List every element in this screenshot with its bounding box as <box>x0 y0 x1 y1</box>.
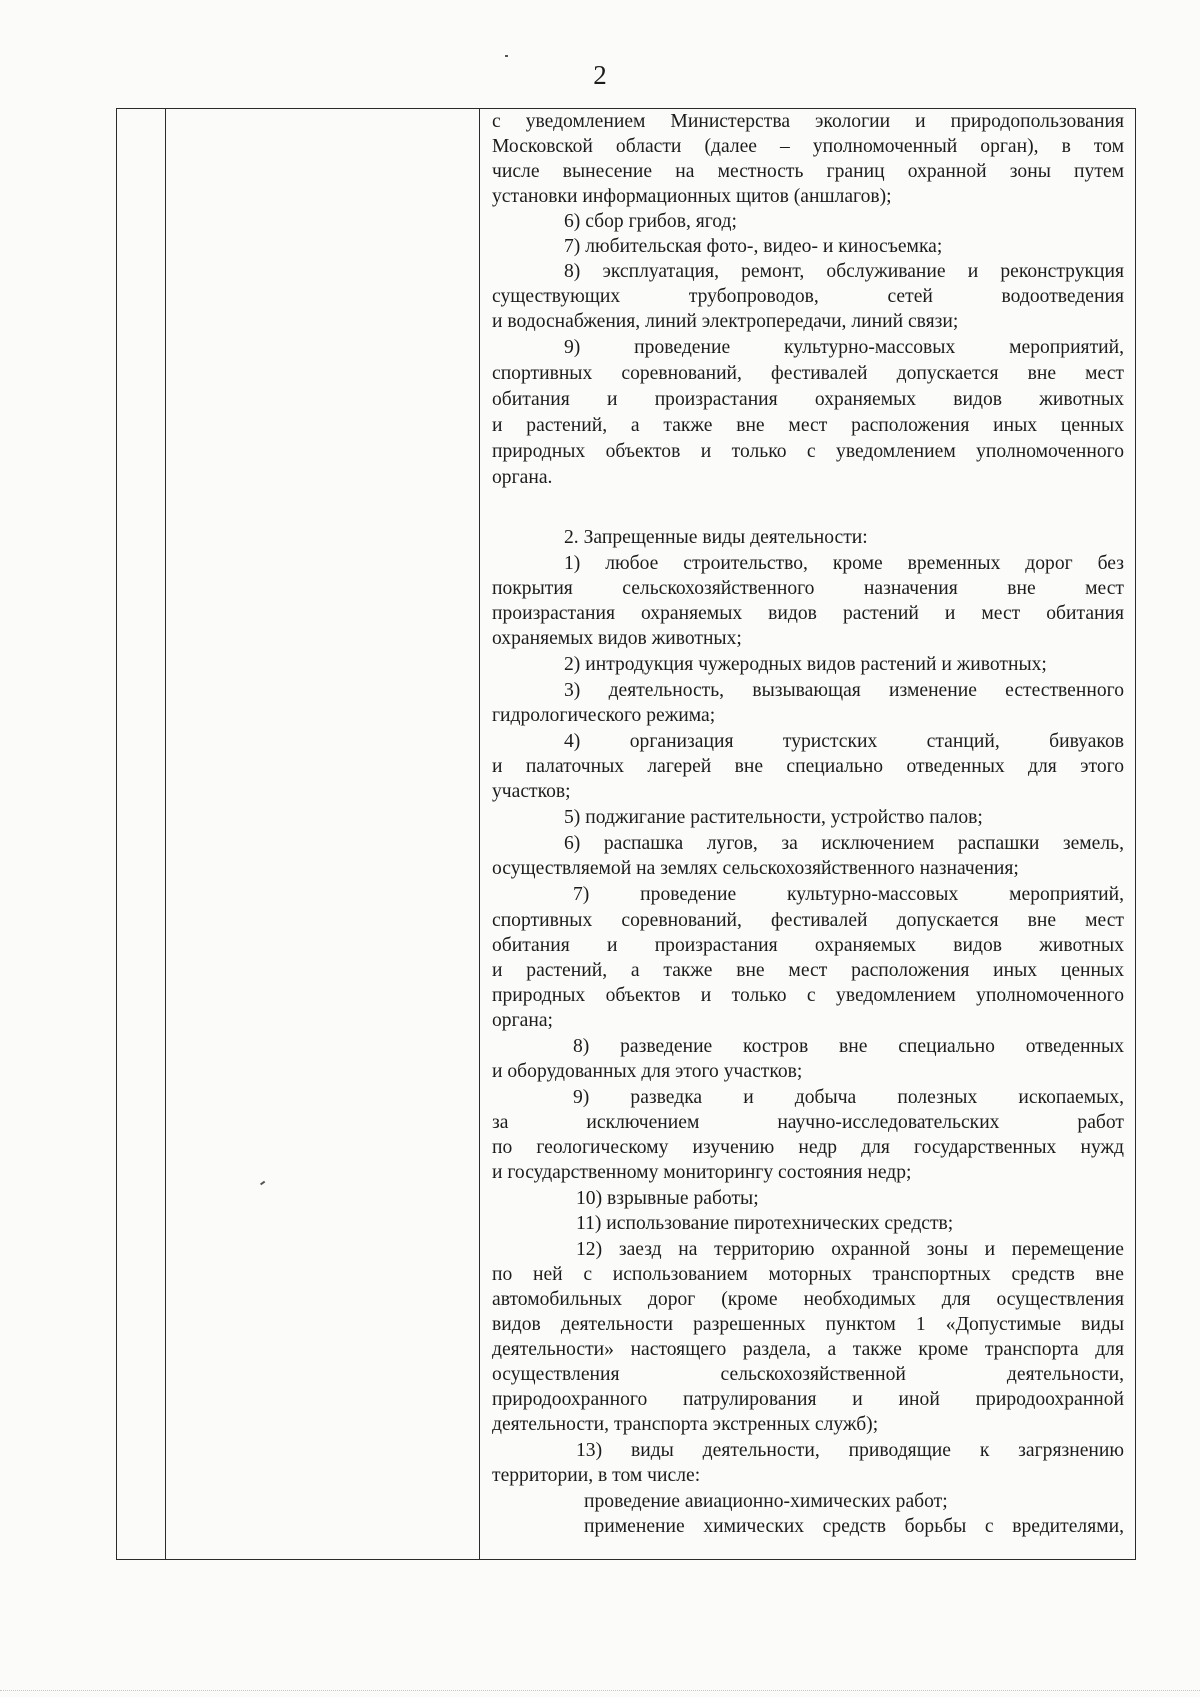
text-line: гидрологического режима; <box>492 705 716 726</box>
text-line: и палаточных лагерей вне специально отведенных для этого <box>492 756 1124 777</box>
text-line: и растений, а также вне мест расположения иных ценных <box>492 415 1124 436</box>
text-line: покрытия сельскохозяйственного назначения вне мест <box>492 578 1124 599</box>
text-line: по геологическому изучению недр для государственных нужд <box>492 1137 1124 1158</box>
text-line: 7) проведение культурно-массовых мероприятий, <box>573 884 1124 905</box>
text-line: 3) деятельность, вызывающая изменение естественного <box>564 680 1124 701</box>
text-line: 6) распашка лугов, за исключением распашки земель, <box>564 833 1124 854</box>
text-line: осуществляемой на землях сельскохозяйственного назначения; <box>492 858 1019 879</box>
text-line: с уведомлением Министерства экологии и природопользования <box>492 111 1124 132</box>
text-line: спортивных соревнований, фестивалей допускается вне мест <box>492 363 1124 384</box>
page-number: 2 <box>593 60 607 90</box>
text-line: территории, в том числе: <box>492 1465 701 1486</box>
text-line: автомобильных дорог (кроме необходимых для осуществления <box>492 1289 1124 1310</box>
text-line: природных объектов и только с уведомлением уполномоченного <box>492 441 1124 462</box>
section-heading: 2. Запрещенные виды деятельности: <box>564 527 868 548</box>
text-line: природоохранного патрулирования и иной природоохранной <box>492 1389 1124 1410</box>
document-table <box>116 108 1136 1560</box>
column-divider-1 <box>165 109 166 1559</box>
text-line: 11) использование пиротехнических средств; <box>576 1213 954 1234</box>
text-line: и растений, а также вне мест расположения иных ценных <box>492 960 1124 981</box>
text-line: 13) виды деятельности, приводящие к загрязнению <box>576 1440 1124 1461</box>
text-line: 6) сбор грибов, ягод; <box>564 211 737 232</box>
text-line: спортивных соревнований, фестивалей допускается вне мест <box>492 910 1124 931</box>
text-line: органа. <box>492 467 553 488</box>
text-line: существующих трубопроводов, сетей водоотведения <box>492 286 1124 307</box>
text-line: деятельности» настоящего раздела, а также кроме транспорта для <box>492 1339 1124 1360</box>
text-line: 1) любое строительство, кроме временных дорог без <box>564 553 1124 574</box>
text-line: 8) эксплуатация, ремонт, обслуживание и реконструкция <box>564 261 1124 282</box>
text-line: участков; <box>492 781 571 802</box>
text-line: по ней с использованием моторных транспортных средств вне <box>492 1264 1124 1285</box>
text-line: осуществления сельскохозяйственной деятельности, <box>492 1364 1124 1385</box>
text-line: и государственному мониторингу состояния недр; <box>492 1162 912 1183</box>
text-line: 12) заезд на территорию охранной зоны и перемещение <box>576 1239 1124 1260</box>
text-line: произрастания охраняемых видов растений и мест обитания <box>492 603 1124 624</box>
text-line: Московской области (далее – уполномоченный орган), в том <box>492 136 1124 157</box>
text-line: проведение авиационно-химических работ; <box>584 1491 948 1512</box>
text-line: за исключением научно-исследовательских работ <box>492 1112 1124 1133</box>
scan-speck <box>505 55 508 57</box>
text-line: 2) интродукция чужеродных видов растений и животных; <box>564 654 1047 675</box>
text-line: применение химических средств борьбы с вредителями, <box>584 1516 1124 1537</box>
text-line: обитания и произрастания охраняемых видов животных <box>492 935 1124 956</box>
text-line: 9) разведка и добыча полезных ископаемых, <box>573 1087 1124 1108</box>
text-line: и водоснабжения, линий электропередачи, линий связи; <box>492 311 959 332</box>
text-line: 7) любительская фото-, видео- и киносъемка; <box>564 236 943 257</box>
scan-edge-noise <box>0 1690 1200 1693</box>
column-divider-2 <box>479 109 480 1559</box>
text-line: видов деятельности разрешенных пунктом 1 «Допустимые виды <box>492 1314 1124 1335</box>
text-line: 4) организация туристских станций, бивуаков <box>564 731 1124 752</box>
text-line: 8) разведение костров вне специально отведенных <box>573 1036 1124 1057</box>
text-line: и оборудованных для этого участков; <box>492 1061 803 1082</box>
text-line: органа; <box>492 1010 553 1031</box>
text-line: 5) поджигание растительности, устройство палов; <box>564 807 983 828</box>
text-line: установки информационных щитов (аншлагов); <box>492 186 892 207</box>
text-line: 10) взрывные работы; <box>576 1188 759 1209</box>
text-line: числе вынесение на местность границ охранной зоны путем <box>492 161 1124 182</box>
text-line: деятельности, транспорта экстренных служб); <box>492 1414 879 1435</box>
text-line: обитания и произрастания охраняемых видов животных <box>492 389 1124 410</box>
text-line: 9) проведение культурно-массовых мероприятий, <box>564 337 1124 358</box>
text-line: природных объектов и только с уведомлением уполномоченного <box>492 985 1124 1006</box>
text-line: охраняемых видов животных; <box>492 628 742 649</box>
